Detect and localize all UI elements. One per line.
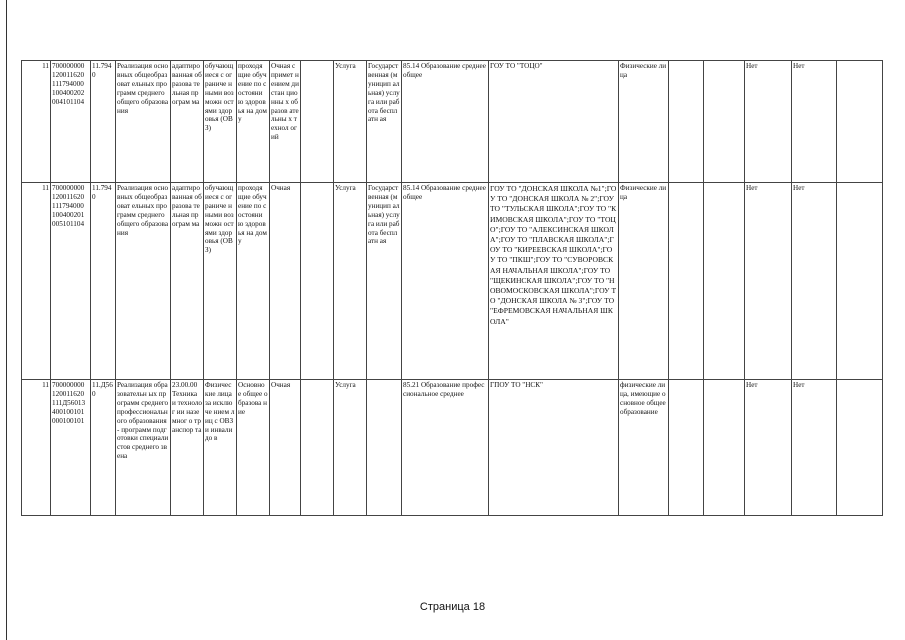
content-2: Физичес кие лица за исключе нием лиц с ОВЗ и инвалидо в bbox=[204, 380, 237, 516]
row-number: 11 bbox=[22, 61, 51, 183]
service-name: Реализация основных общеобразоват ельных программ среднего общего образования bbox=[116, 61, 171, 183]
content-2: обучающ иеся с ограниче нными возможн остями здоровья (ОВЗ) bbox=[204, 183, 237, 380]
register-number: 11.794 0 bbox=[91, 183, 116, 380]
table-row bbox=[22, 61, 883, 183]
okved-code: 85.14 Образование среднее общее bbox=[402, 61, 489, 183]
blank-cell bbox=[301, 183, 334, 380]
row-number: 11 bbox=[22, 380, 51, 516]
payment-status: Государст венная (муницип альная) услуга или работа бесплатн ая bbox=[367, 61, 402, 183]
flag-1: Нет bbox=[745, 61, 792, 183]
page-number: Страница 18 bbox=[419, 601, 486, 613]
form-of-delivery: Очная bbox=[270, 183, 301, 380]
form-of-delivery: Очная bbox=[270, 380, 301, 516]
content-3: проходя щие обучение по состояни ю здоровья на дому bbox=[237, 61, 270, 183]
okved-code: 85.21 Образование профессиональное среднее bbox=[402, 380, 489, 516]
content-2: обучающ иеся с ограниче нными возможн остями здоровья (ОВЗ) bbox=[204, 61, 237, 183]
register-number: 11.Д56 0 bbox=[91, 380, 116, 516]
flag-1: Нет bbox=[745, 183, 792, 380]
consumer-category: Физические лица bbox=[619, 61, 669, 183]
service-name: Реализация основных общеобразоват ельных программ среднего общего образования bbox=[116, 183, 171, 380]
blank-cell bbox=[837, 183, 883, 380]
blank-cell bbox=[301, 61, 334, 183]
registry-code: 700000000 120011620 111794000 100400201 005101104 bbox=[51, 183, 91, 380]
blank-cell bbox=[669, 61, 704, 183]
register-number: 11.794 0 bbox=[91, 61, 116, 183]
content-1: адаптиро ванная образова тельная програм ма bbox=[171, 183, 204, 380]
blank-cell bbox=[669, 380, 704, 516]
blank-cell bbox=[704, 61, 745, 183]
blank-cell bbox=[704, 183, 745, 380]
content-1: адаптиро ванная образова тельная програм ма bbox=[171, 61, 204, 183]
blank-cell bbox=[669, 183, 704, 380]
blank-cell bbox=[837, 380, 883, 516]
payment-status: Государст венная (муницип альная) услуга или работа бесплатн ая bbox=[367, 183, 402, 380]
blank-cell bbox=[837, 61, 883, 183]
blank-cell bbox=[301, 380, 334, 516]
consumer-category: Физические лица bbox=[619, 183, 669, 380]
registry-table bbox=[21, 60, 883, 516]
form-of-delivery: Очная с примет нением дистан ционны х образов ательны х технол огий bbox=[270, 61, 301, 183]
blank-cell bbox=[704, 380, 745, 516]
flag-2: Нет bbox=[792, 183, 837, 380]
row-number: 11 bbox=[22, 183, 51, 380]
registry-code: 700000000 120011620 111Д56013 400100101 000100101 bbox=[51, 380, 91, 516]
service-type: Услуга bbox=[334, 61, 367, 183]
registry-code: 700000000 120011620 111794000 100400202 004101104 bbox=[51, 61, 91, 183]
content-3: проходя щие обучение по состояни ю здоровья на дому bbox=[237, 183, 270, 380]
content-1: 23.00.00 Техника и технолог ии наземног о транспор та bbox=[171, 380, 204, 516]
flag-1: Нет bbox=[745, 380, 792, 516]
content-3: Основно е общее образова ние bbox=[237, 380, 270, 516]
service-type: Услуга bbox=[334, 380, 367, 516]
page-left-rule bbox=[6, 0, 7, 640]
consumer-category: физические лица, имеющие основное общее образование bbox=[619, 380, 669, 516]
okved-code: 85.14 Образование среднее общее bbox=[402, 183, 489, 380]
flag-2: Нет bbox=[792, 380, 837, 516]
table-row bbox=[22, 183, 883, 380]
organizations: ГОУ ТО "ДОНСКАЯ ШКОЛА №1";ГОУ ТО "ДОНСКАЯ ШКОЛА № 2";ГОУ ТО "ТУЛЬСКАЯ ШКОЛА";ГОУ ТО "КИМОВСКАЯ ШКОЛА";ГОУ ТО "ТОЦО";ГОУ ТО "АЛЕКСИНСКАЯ ШКОЛА";ГОУ ТО "ПЛАВСКАЯ ШКОЛА";ГОУ ТО "КИРЕЕВСКАЯ ШКОЛА";ГОУ ТО "ПКШ";ГОУ ТО "СУВОРОВСКАЯ НАЧАЛЬНАЯ ШКОЛА";ГОУ ТО "ЩЕКИНСКАЯ ШКОЛА";ГОУ ТО "НОВОМОСКОВСКАЯ ШКОЛА";ГОУ ТО "ДОНСКАЯ ШКОЛА № 3";ГОУ ТО "ЕФРЕМОВСКАЯ НАЧАЛЬНАЯ ШКОЛА" bbox=[489, 183, 619, 380]
service-name: Реализация образовательн ых программ среднего профессиональн ого образования - программ подготовки специалистов среднего звена bbox=[116, 380, 171, 516]
flag-2: Нет bbox=[792, 61, 837, 183]
table-row bbox=[22, 380, 883, 516]
organizations: ГПОУ ТО "НСК" bbox=[489, 380, 619, 516]
organizations: ГОУ ТО "ТОЦО" bbox=[489, 61, 619, 183]
service-type: Услуга bbox=[334, 183, 367, 380]
payment-status bbox=[367, 380, 402, 516]
